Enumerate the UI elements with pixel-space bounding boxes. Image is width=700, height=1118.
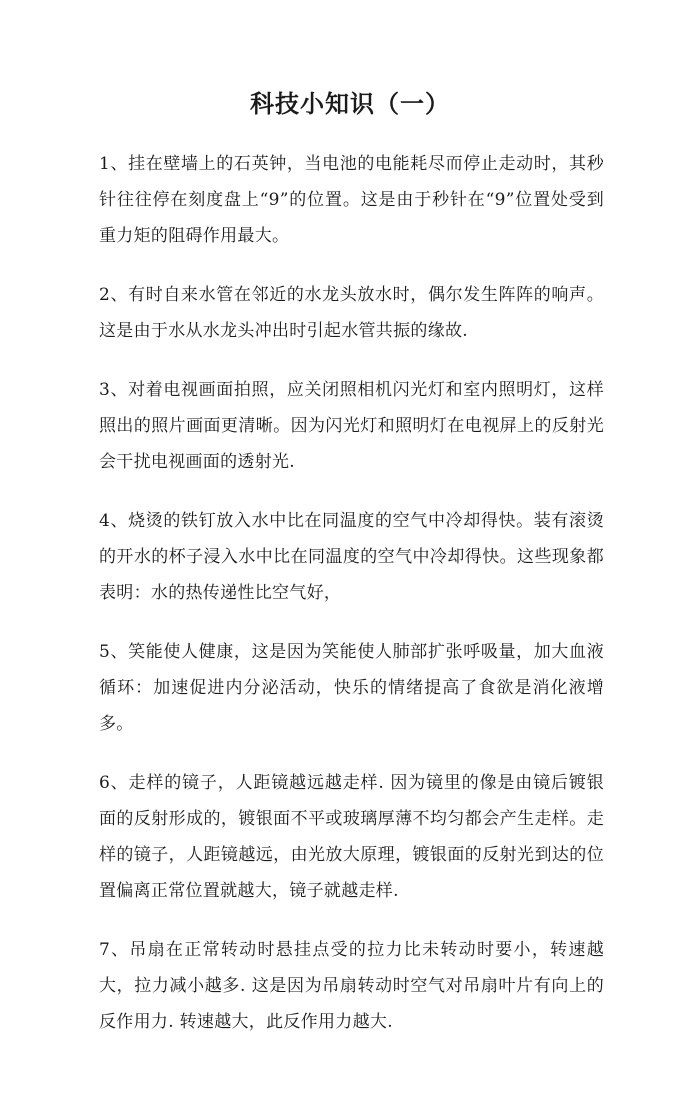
list-item-2: 2、有时自来水管在邻近的水龙头放水时，偶尔发生阵阵的响声。这是由于水从水龙头冲出时引起水管共振的缘故. <box>99 285 604 341</box>
list-item-1: 1、挂在壁墙上的石英钟，当电池的电能耗尽而停止走动时，其秒针往往停在刻度盘上“9”的位置。这是由于秒针在“9”位置处受到重力矩的阻碍作用最大。 <box>99 154 604 246</box>
list-item-5: 5、笑能使人健康，这是因为笑能使人肺部扩张呼吸量，加大血液循环：加速促进内分泌活动，快乐的情绪提高了食欲是消化液增多。 <box>99 642 604 734</box>
page-title: 科技小知识（一） <box>250 89 450 118</box>
list-item-6: 6、走样的镜子，人距镜越远越走样. 因为镜里的像是由镜后镀银面的反射形成的，镀银面不平或玻璃厚薄不均匀都会产生走样。走样的镜子，人距镜越远，由光放大原理，镀银面的反射光到达的位置偏离正常位置就越大，镜子就越走样. <box>99 773 604 901</box>
list-item-3: 3、对着电视画面拍照，应关闭照相机闪光灯和室内照明灯，这样照出的照片画面更清晰。因为闪光灯和照明灯在电视屏上的反射光会干扰电视画面的透射光. <box>99 380 604 472</box>
list-item-4: 4、烧烫的铁钉放入水中比在同温度的空气中冷却得快。装有滚烫的开水的杯子浸入水中比在同温度的空气中冷却得快。这些现象都表明：水的热传递性比空气好， <box>99 511 604 603</box>
knowledge-list <box>99 146 604 1063</box>
list-item-7: 7、吊扇在正常转动时悬挂点受的拉力比未转动时要小，转速越大，拉力减小越多. 这是因为吊扇转动时空气对吊扇叶片有向上的反作用力. 转速越大，此反作用力越大. <box>99 940 604 1032</box>
